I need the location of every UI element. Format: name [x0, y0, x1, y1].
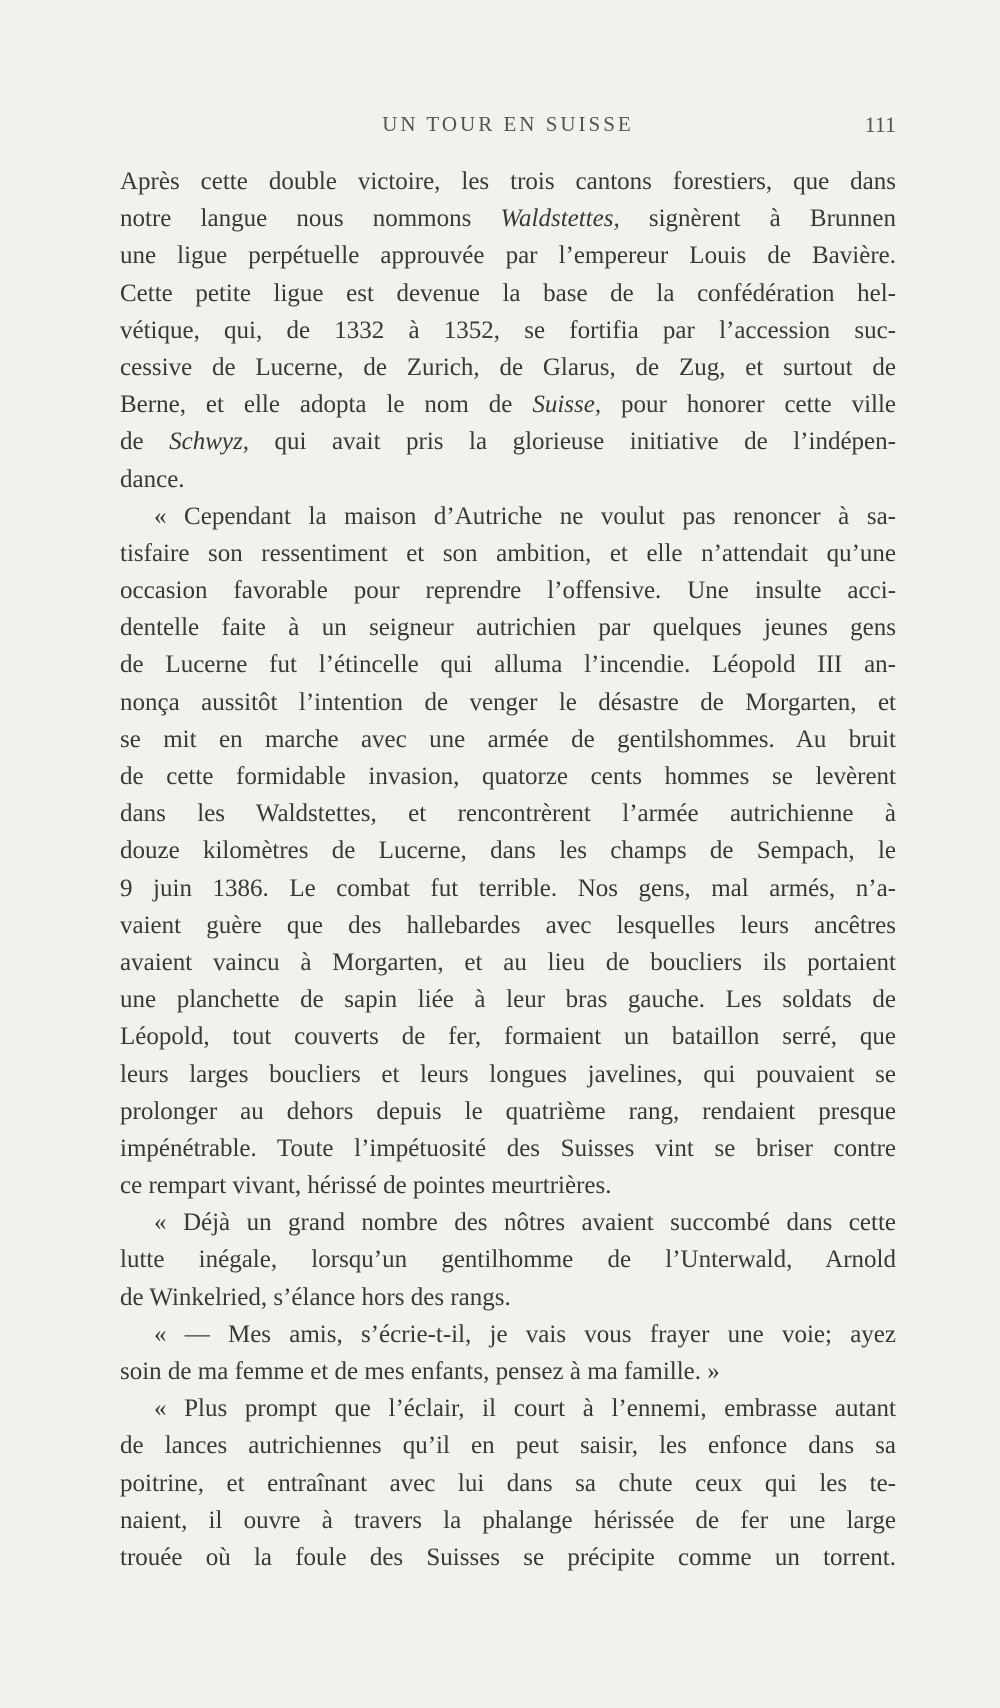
text-line: tisfaire son ressentiment et son ambition, et elle n’attendait qu’une [120, 539, 896, 567]
italic-term-waldstettes: Waldstettes, [500, 205, 620, 233]
text-line: impénétrable. Toute l’impétuosité des Suisses vint se briser contre [120, 1134, 896, 1162]
text-line: cessive de Lucerne, de Zurich, de Glarus, de Zug, et surtout de [120, 353, 896, 381]
running-title: UN TOUR EN SUISSE [382, 112, 634, 136]
text-line: dance. [120, 465, 185, 493]
text-line: avaient vaincu à Morgarten, et au lieu de boucliers ils portaient [120, 948, 896, 976]
text-segment: qui avait pris la glorieuse initiative de l’indépen- [248, 428, 896, 456]
text-line: dentelle faite à un seigneur autrichien par quelques jeunes gens [120, 614, 896, 642]
text-line: poitrine, et entraînant avec lui dans sa chute ceux qui les te- [120, 1469, 896, 1497]
text-segment: de [120, 428, 170, 456]
text-line: de Winkelried, s’élance hors des rangs. [120, 1283, 511, 1311]
text-line: Après cette double victoire, les trois cantons forestiers, que dans [120, 168, 896, 195]
text-line [120, 423, 896, 460]
text-segment: pour honorer cette ville [601, 391, 896, 419]
italic-term-suisse: Suisse, [532, 391, 602, 419]
text-line: lutte inégale, lorsqu’un gentilhomme de l’Unterwald, Arnold [120, 1246, 896, 1274]
body-text [120, 163, 896, 1576]
page-number: 111 [864, 112, 896, 137]
text-line: une ligue perpétuelle approuvée par l’empereur Louis de Bavière. [120, 242, 896, 270]
text-line: leurs larges boucliers et leurs longues javelines, qui pouvaient se [120, 1060, 896, 1088]
text-line: Léopold, tout couverts de fer, formaient un bataillon serré, que [120, 1023, 896, 1051]
text-line: Cette petite ligue est devenue la base de la confédération hel- [120, 279, 896, 307]
text-line: de Lucerne fut l’étincelle qui alluma l’incendie. Léopold III an- [120, 651, 896, 679]
text-segment: signèrent à Brunnen [619, 205, 896, 233]
text-segment: notre langue nous nommons [120, 205, 501, 233]
text-line: vaient guère que des hallebardes avec lesquelles leurs ancêtres [120, 911, 896, 939]
text-line: dans les Waldstettes, et rencontrèrent l’armée autrichienne à [120, 800, 896, 828]
text-line: « — Mes amis, s’écrie-t-il, je vais vous frayer une voie; ayez [154, 1320, 896, 1348]
text-line: « Cependant la maison d’Autriche ne voulut pas renoncer à sa- [154, 502, 896, 530]
text-segment: Berne, et elle adopta le nom de [120, 391, 533, 419]
text-line: ce rempart vivant, hérissé de pointes meurtrières. [120, 1172, 612, 1200]
text-line: occasion favorable pour reprendre l’offensive. Une insulte acci- [120, 577, 896, 605]
text-line: soin de ma femme et de mes enfants, pensez à ma famille. » [120, 1358, 720, 1385]
text-line: nonça aussitôt l’intention de venger le désastre de Morgarten, et [120, 688, 896, 716]
text-line: une planchette de sapin liée à leur bras gauche. Les soldats de [120, 986, 896, 1014]
text-line [120, 200, 896, 237]
text-line: de lances autrichiennes qu’il en peut saisir, les enfonce dans sa [120, 1432, 896, 1460]
text-line: de cette formidable invasion, quatorze cents hommes se levèrent [120, 763, 896, 790]
text-line: vétique, qui, de 1332 à 1352, se fortifia par l’accession suc- [120, 316, 896, 344]
text-line: « Déjà un grand nombre des nôtres avaient succombé dans cette [154, 1209, 896, 1237]
running-header [120, 112, 896, 146]
text-line: douze kilomètres de Lucerne, dans les champs de Sempach, le [120, 837, 896, 865]
text-line: « Plus prompt que l’éclair, il court à l’ennemi, embrasse autant [154, 1395, 896, 1423]
text-line [120, 386, 896, 423]
text-line: se mit en marche avec une armée de gentilshommes. Au bruit [120, 725, 896, 753]
text-line: naient, il ouvre à travers la phalange hérissée de fer une large [120, 1506, 896, 1534]
text-line: prolonger au dehors depuis le quatrième rang, rendaient presque [120, 1097, 896, 1125]
text-line: 9 juin 1386. Le combat fut terrible. Nos gens, mal armés, n’a- [120, 874, 896, 902]
italic-term-schwyz: Schwyz, [169, 428, 249, 456]
text-line: trouée où la foule des Suisses se précipite comme un torrent. [120, 1543, 896, 1571]
